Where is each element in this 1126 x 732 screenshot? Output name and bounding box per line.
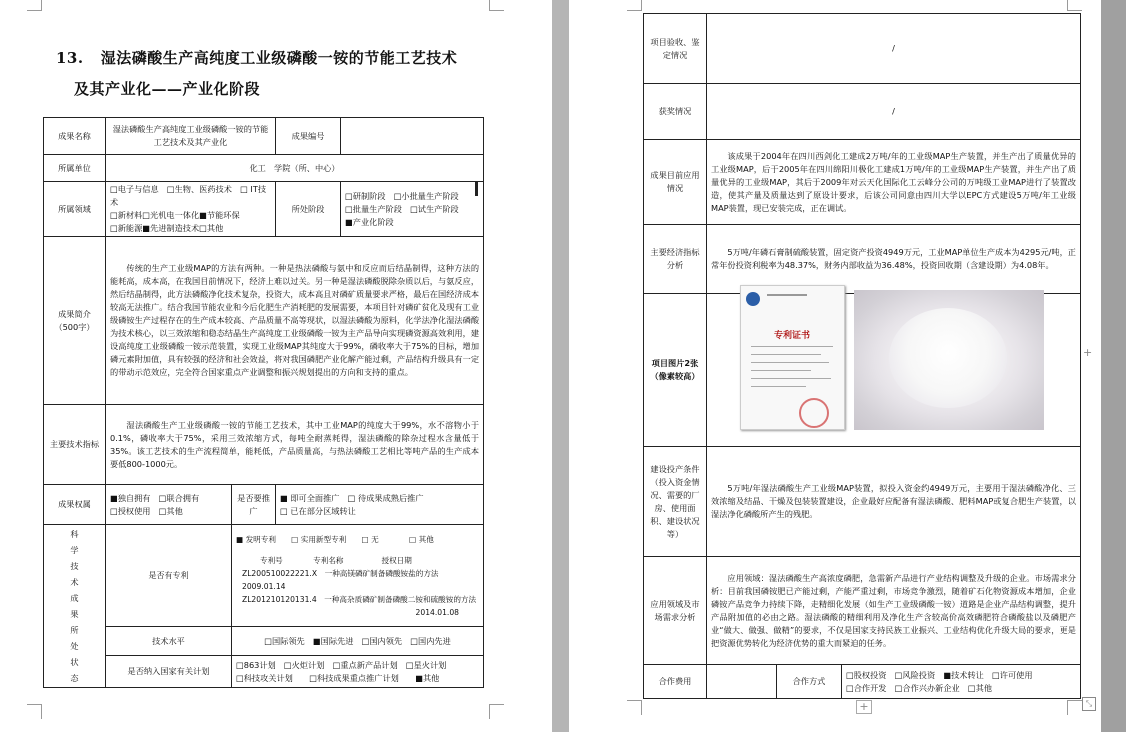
heading-number: 13. — [56, 49, 84, 67]
coop-mode-options — [842, 665, 1081, 699]
label-coop-fee: 合作费用 — [644, 665, 707, 699]
label-tech-index: 主要技术指标 — [44, 405, 106, 485]
promote-option-line: □ 已在部分区域转让 — [280, 505, 356, 516]
crystal-heap — [889, 308, 1007, 408]
value-application: 该成果于2004年在四川西剑化工建成2万吨/年的工业级MAP生产装置，并生产出了质量优异的工业级MAP，后于2005年在四川绵阳川极化工建成1万吨/年的工业级MAP生产装置，并生产出了质量优异的工业级MAP，其后于2009年对云天化国际化工云峰分公司的万吨级工业MAP进行了装置改造，使其产量及质量达到了原设计要求，后该公司同意由四川大学以EPC方式建设5万吨/年工业级MAP装置，现已安装完成，正在调试。 — [707, 140, 1081, 225]
certificate-text-line — [751, 378, 831, 379]
add-row-icon[interactable]: + — [1083, 346, 1093, 359]
rights-option-line: ■独自拥有 □联合拥有 — [110, 492, 200, 503]
label-national-plan: 是否纳入国家有关计划 — [106, 656, 232, 688]
label-result-name: 成果名称 — [44, 118, 106, 155]
table-resize-handle-icon[interactable]: ⤡ — [1082, 697, 1096, 711]
field-option-line: □新能源■先进制造技术□其他 — [110, 223, 224, 233]
certificate-emblem-icon — [746, 292, 760, 306]
certificate-text-line — [751, 362, 829, 363]
add-row-bottom-icon[interactable]: + — [856, 700, 872, 714]
crop-mark — [489, 704, 504, 719]
stage-option-line: ■产业化阶段 — [345, 216, 394, 227]
label-award: 获奖情况 — [644, 84, 707, 140]
coop-option-line: □股权投资 □风险投资 ■技术转让 □许可使用 — [846, 669, 1033, 680]
document-heading — [56, 47, 457, 68]
value-result-name: 湿法磷酸生产高纯度工业级磷酸一铵的节能工艺技术及其产业化 — [106, 118, 276, 155]
label-application: 成果目前应用情况 — [644, 140, 707, 225]
label-patent: 是否有专利 — [106, 525, 232, 627]
certificate-title: 专利证书 — [773, 331, 810, 341]
document-page-left — [0, 0, 552, 732]
value-build-conditions: 5万吨/年湿法磷酸生产工业级MAP装置，拟投入资金约4949万元，主要用于湿法磷酸净化、三效浓缩及结晶、干燥及包装装置建设，企业最好应配备有湿法磷酸、肥料MAP或复合肥生产装置，以湿法净化磷酸所产生的残肥。 — [707, 447, 1081, 557]
certificate-text-line — [751, 370, 811, 371]
promote-option-line: ■ 即可全面推广 □ 待成果成熟后推广 — [280, 492, 424, 503]
label-coop-mode: 合作方式 — [777, 665, 842, 699]
result-info-table — [43, 117, 484, 688]
plan-option-line: □科技攻关计划 □科技成果重点推广计划 ■其他 — [236, 672, 440, 683]
label-field: 所属领域 — [44, 182, 106, 237]
patent-row: ZL201210120131.4 一种高杂质磷矿制备磷酸二铵和硫酸铵的方法 — [242, 594, 477, 604]
page-gutter — [552, 0, 569, 732]
label-promote: 是否要推广 — [232, 485, 276, 525]
value-award: / — [707, 84, 1081, 140]
rights-options — [106, 485, 232, 525]
label-result-code: 成果编号 — [276, 118, 341, 155]
certificate-text-line — [751, 386, 806, 387]
value-intro: 传统的生产工业级MAP的方法有两种。一种是热法磷酸与氨中和反应而后结晶制得，这种方法的能耗高，成本高，在我国目前情况下，经济上难以过关。另一种是湿法磷酸脱除杂质以后，与氨反应，然后结晶制得，此方法磷酸净化技术复杂，投资大，成本高且对磷矿质量要求严格，最后在国经济成本较高无法推广。结合我国节能农业和今后化肥生产消耗肥的发展需要，本项目针对磷矿贫化及现有工业级磷铵生产过程存在的生产成本较高、产品质量不高等现状，以湿法磷酸为原料，化学法净化湿法磷酸为技术核心，以三效浓缩和稳态结晶生产高纯度工业级磷酸一铵为主产品导向实现磷资源高效利用，建设高纯度工业级磷酸一铵示范装置，实现工业级MAP其纯度大于99%，磷收率大于75%的目标，增加磷元素附加值，具有较强的经济和社会效益，将对我国磷肥产业化解产能过剩，产品结构升级具有一定的带动示范效应，完全符合国家重点产业调整和振兴规划提出的方向和支持的重点。 — [106, 237, 484, 405]
national-plan-options — [232, 656, 484, 688]
field-option-line: □新材料□光机电一体化■节能环保 — [110, 210, 240, 220]
label-market: 应用领域及市场需求分析 — [644, 557, 707, 665]
label-rights: 成果权属 — [44, 485, 106, 525]
field-option-line: □电子与信息 □生物、医药技术 □ IT技术 — [110, 184, 267, 207]
value-tech-index: 湿法磷酸生产工业级磷酸一铵的节能工艺技术，其中工业MAP的纯度大于99%，水不溶物小于0.1%，磷收率大于75%，采用三效浓缩方式，每吨全耐蒸耗得，湿法磷酸的除杂过程水含量低于35%。该工艺技术的生产流程简单，能耗低，产品质量高，与热法磷酸工艺相比等吨产品的生产成本要低800-1000元。 — [106, 405, 484, 485]
crop-mark — [27, 704, 42, 719]
patent-types: ■ 发明专利 □ 实用新型专利 □ 无 □ 其他 — [236, 534, 434, 544]
label-status-vertical — [44, 525, 106, 688]
certificate-text-line — [767, 294, 807, 296]
certificate-text-line — [751, 346, 833, 347]
label-stage: 所处阶段 — [276, 182, 341, 237]
label-build-conditions: 建设投产条件（投入资金情况、需要的厂房、使用面积、建设状况等） — [644, 447, 707, 557]
label-appraisal: 项目验收、鉴定情况 — [644, 14, 707, 84]
value-appraisal: / — [707, 14, 1081, 84]
text-cursor — [475, 182, 478, 196]
value-coop-fee — [707, 665, 777, 699]
stage-options — [341, 182, 484, 237]
patent-row: ZL200510022221.X 一种高镁磷矿制备磷酸铵盐的方法 2009.01.14 — [242, 568, 439, 591]
label-project-pictures: 项目图片2张（像素较高） — [644, 294, 707, 447]
crop-mark — [627, 0, 642, 11]
value-econ: 5万吨/年磷石膏制硫酸装置，固定资产投资4949万元，工业MAP单位生产成本为4295元/吨，正常年份投资利税率为48.37%，财务内部收益为36.48%，投资回收期（含建设期）为4.08年。 — [707, 225, 1081, 294]
product-crystal-photo — [854, 290, 1044, 430]
heading-line-2: 及其产业化——产业化阶段 — [74, 80, 261, 98]
rights-option-line: □授权使用 □其他 — [110, 505, 183, 516]
crop-mark — [1067, 0, 1082, 11]
patent-certificate-image — [740, 285, 845, 430]
value-unit: 化工 学院（所、中心） — [106, 155, 484, 182]
coop-option-line: □合作开发 □合作兴办新企业 □其他 — [846, 682, 993, 693]
label-intro: 成果简介（500字） — [44, 237, 106, 405]
stage-option-line: □批量生产阶段 □试生产阶段 — [345, 203, 459, 214]
crop-mark — [1067, 700, 1082, 715]
patent-header: 专利号 专利名称 授权日期 — [260, 555, 412, 565]
document-page-right — [569, 0, 1101, 732]
crop-mark — [27, 0, 42, 11]
value-tech-level: □国际领先 ■国际先进 □国内领先 □国内先进 — [232, 627, 484, 656]
crop-mark — [489, 0, 504, 11]
certificate-text-line — [751, 354, 821, 355]
label-econ: 主要经济指标分析 — [644, 225, 707, 294]
promote-options — [276, 485, 484, 525]
label-tech-level: 技术水平 — [106, 627, 232, 656]
label-unit: 所属单位 — [44, 155, 106, 182]
heading-line-1: 湿法磷酸生产高纯度工业级磷酸一铵的节能工艺技术 — [100, 49, 458, 67]
patent-details — [232, 525, 484, 627]
value-market: 应用领域：湿法磷酸生产高浓度磷肥，急需新产品进行产业结构调整及升级的企业。市场需求分析：目前我国磷铵肥已产能过剩，产能严重过剩，市场竞争激烈，随着矿石化物资源成本增加，企业磷铵产品竞争力持续下降，走精细化发展（如生产工业级磷酸一铵）道路是企业产品结构调整，提升产品附加值的必由之路。湿法磷酸的精细利用及净化生产含较高价高效磷肥符合磷酸盐以及磷肥产业“做大、做强、做精”的要求，不仅是国家支持民族工业振兴、工业结构优化升级大局的要求，更是把资源优势转化为经济优势的重大而紧迫的任务。 — [707, 557, 1081, 665]
plan-option-line: □863计划 □火炬计划 □重点新产品计划 □星火计划 — [236, 659, 447, 670]
stage-option-line: □研制阶段 □小批量生产阶段 — [345, 190, 459, 201]
patent-row-date: 2014.01.08 — [415, 607, 460, 617]
field-options — [106, 182, 276, 237]
certificate-seal-icon — [799, 398, 829, 428]
vertical-status-text: 科学技术成果所处状态 — [70, 529, 79, 683]
crop-mark — [627, 700, 642, 715]
value-result-code — [341, 118, 484, 155]
